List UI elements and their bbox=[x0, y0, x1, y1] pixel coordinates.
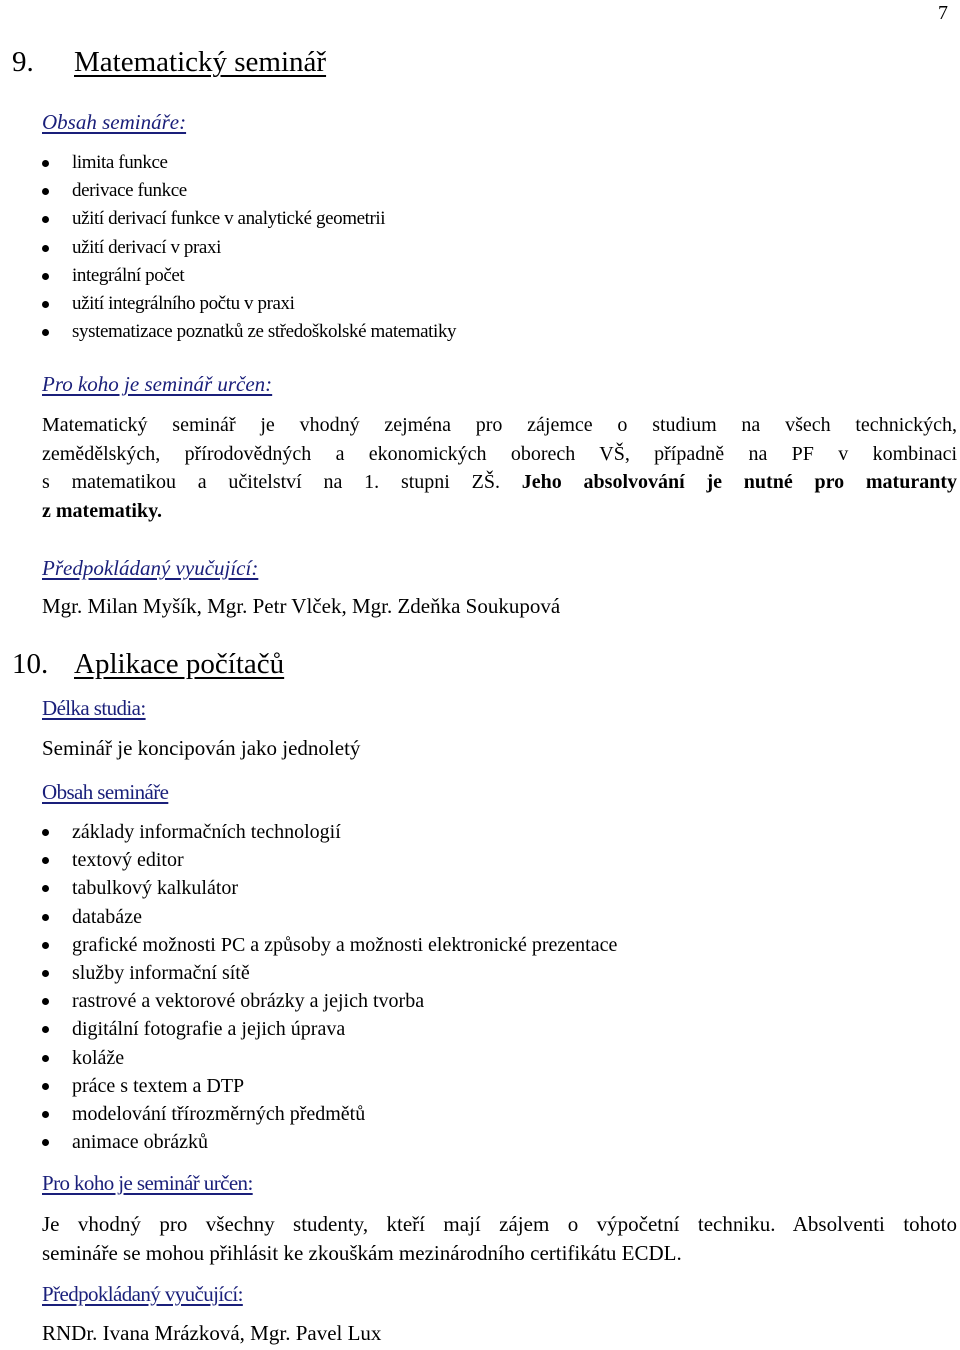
list-item bbox=[42, 205, 456, 233]
list-item bbox=[42, 846, 617, 874]
list-item-text: integrální počet bbox=[72, 264, 185, 286]
section-10-audience-paragraph bbox=[42, 1210, 957, 1267]
list-item bbox=[42, 903, 617, 931]
section-10-number: 10. bbox=[12, 648, 49, 680]
list-item bbox=[42, 262, 456, 290]
bullet-icon bbox=[42, 273, 49, 280]
list-item bbox=[42, 959, 617, 987]
section-9-audience-line: zemědělských, přírodovědných a ekonomických oborech VŠ, případně na PF v kombinaci bbox=[42, 442, 957, 465]
section-10-teachers: RNDr. Ivana Mrázková, Mgr. Pavel Lux bbox=[42, 1321, 382, 1345]
bullet-icon bbox=[42, 998, 49, 1005]
list-item bbox=[42, 1015, 617, 1043]
section-9-title: Matematický seminář bbox=[74, 46, 327, 78]
list-item-text: databáze bbox=[72, 905, 142, 928]
section-10-teacher-heading: Předpokládaný vyučující: bbox=[42, 1282, 243, 1306]
list-item bbox=[42, 234, 456, 262]
list-item bbox=[42, 1128, 617, 1156]
section-9-teachers: Mgr. Milan Myšík, Mgr. Petr Vlček, Mgr. Zdeňka Soukupová bbox=[42, 594, 561, 618]
section-9-audience-line bbox=[42, 468, 957, 497]
section-10-content-list bbox=[42, 818, 617, 1156]
section-9-audience-bold-end: z matematiky. bbox=[42, 499, 162, 522]
list-item-text: koláže bbox=[72, 1046, 125, 1069]
list-item-text: užití integrálního počtu v praxi bbox=[72, 292, 295, 314]
section-9-heading bbox=[12, 46, 326, 79]
list-item bbox=[42, 149, 456, 177]
list-item-text: limita funkce bbox=[72, 152, 168, 173]
page-number: 7 bbox=[938, 2, 948, 24]
section-9-audience-line: Matematický seminář je vhodný zejména pro zájemce o studium na všech technických, bbox=[42, 414, 957, 436]
list-item-text: animace obrázků bbox=[72, 1131, 209, 1154]
bullet-icon bbox=[42, 1026, 49, 1033]
bullet-icon bbox=[42, 914, 49, 921]
list-item-text: základy informačních technologií bbox=[72, 821, 341, 843]
list-item bbox=[42, 818, 617, 846]
section-10-length-text: Seminář je koncipován jako jednoletý bbox=[42, 736, 361, 760]
bullet-icon bbox=[42, 1055, 49, 1062]
section-10-length-heading: Délka studia: bbox=[42, 696, 146, 720]
section-9-content-heading: Obsah semináře: bbox=[42, 110, 187, 134]
section-10-title: Aplikace počítačů bbox=[74, 648, 285, 680]
bullet-icon bbox=[42, 885, 49, 892]
section-10-content-heading: Obsah semináře bbox=[42, 780, 169, 804]
bullet-icon bbox=[42, 188, 49, 195]
bullet-icon bbox=[42, 216, 49, 223]
bullet-icon bbox=[42, 829, 49, 836]
section-9-number: 9. bbox=[12, 46, 34, 78]
list-item bbox=[42, 874, 617, 902]
section-9-audience-line bbox=[42, 497, 957, 526]
list-item bbox=[42, 290, 456, 318]
bullet-icon bbox=[42, 301, 49, 308]
list-item bbox=[42, 1072, 617, 1100]
section-9-audience-bold: Jeho absolvování je nutné pro maturanty bbox=[521, 471, 957, 493]
list-item-text: tabulkový kalkulátor bbox=[72, 877, 239, 900]
bullet-icon bbox=[42, 942, 49, 949]
bullet-icon bbox=[42, 1111, 49, 1118]
bullet-icon bbox=[42, 1083, 49, 1090]
section-9-audience-line-text: s matematikou a učitelství na 1. stupni ZŠ. bbox=[42, 471, 500, 493]
list-item-text: rastrové a vektorové obrázky a jejich tvorba bbox=[72, 990, 425, 1013]
section-10-heading bbox=[12, 648, 284, 681]
list-item-text: služby informační sítě bbox=[72, 961, 250, 984]
list-item-text: grafické možnosti PC a způsoby a možnosti elektronické prezentace bbox=[72, 933, 618, 956]
bullet-icon bbox=[42, 1139, 49, 1146]
list-item-text: derivace funkce bbox=[72, 180, 187, 202]
section-10-audience-line: semináře se mohou přihlásit ke zkouškám mezinárodního certifikátu ECDL. bbox=[42, 1240, 682, 1265]
list-item bbox=[42, 1044, 617, 1072]
list-item-text: užití derivací funkce v analytické geometrii bbox=[72, 208, 386, 230]
section-10-audience-line: Je vhodný pro všechny studenty, kteří mají zájem o výpočetní techniku. Absolventi tohoto bbox=[42, 1212, 957, 1236]
list-item bbox=[42, 987, 617, 1015]
list-item-text: digitální fotografie a jejich úprava bbox=[72, 1018, 346, 1041]
section-9-audience-paragraph bbox=[42, 411, 957, 525]
bullet-icon bbox=[42, 857, 49, 864]
section-9-teacher-heading: Předpokládaný vyučující: bbox=[42, 556, 259, 580]
list-item bbox=[42, 318, 456, 346]
section-9-audience-heading: Pro koho je seminář určen: bbox=[42, 372, 273, 396]
list-item-text: modelování třírozměrných předmětů bbox=[72, 1102, 366, 1125]
list-item bbox=[42, 177, 456, 205]
list-item-text: textový editor bbox=[72, 849, 184, 872]
list-item-text: systematizace poznatků ze středoškolské matematiky bbox=[72, 321, 457, 343]
section-10-audience-heading: Pro koho je seminář určen: bbox=[42, 1171, 253, 1195]
list-item-text: práce s textem a DTP bbox=[72, 1074, 245, 1097]
list-item bbox=[42, 1100, 617, 1128]
bullet-icon bbox=[42, 160, 49, 167]
bullet-icon bbox=[42, 970, 49, 977]
bullet-icon bbox=[42, 329, 49, 336]
list-item bbox=[42, 931, 617, 959]
bullet-icon bbox=[42, 245, 49, 252]
section-9-content-list bbox=[42, 149, 456, 346]
list-item-text: užití derivací v praxi bbox=[72, 236, 221, 258]
